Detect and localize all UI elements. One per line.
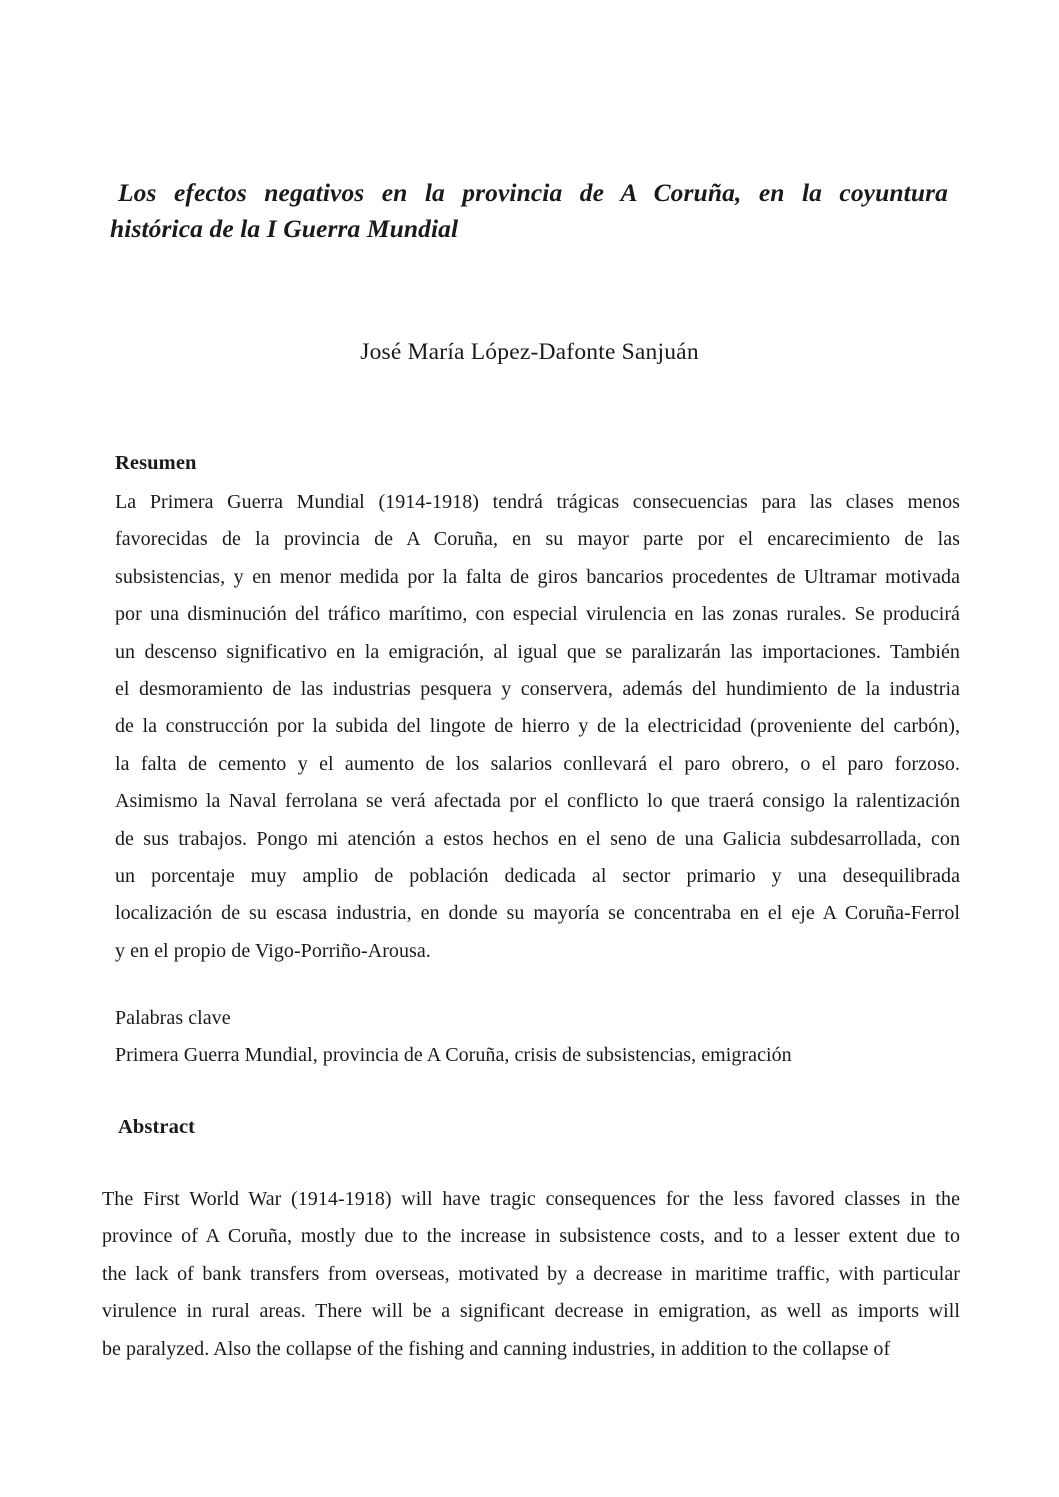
page-title-line-2: histórica de la I Guerra Mundial (110, 214, 459, 244)
text-line: un porcentaje muy amplio de población dedicada al sector primario y una desequilibrada (115, 865, 960, 888)
keywords-label: Palabras clave (115, 1007, 231, 1029)
text-line: The First World War (1914-1918) will have tragic consequences for the less favored classes in the (102, 1188, 960, 1210)
text-line: be paralyzed. Also the collapse of the fishing and canning industries, in addition to the collapse of (102, 1337, 891, 1360)
text-line: the lack of bank transfers from overseas, motivated by a decrease in maritime traffic, with particular (102, 1262, 960, 1285)
section-heading-resumen: Resumen (115, 452, 197, 474)
text-line: subsistencias, y en menor medida por la falta de giros bancarios procedentes de Ultramar motivada (115, 565, 960, 588)
abstract-paragraph (102, 1181, 960, 1368)
text-line: la falta de cemento y el aumento de los salarios conllevará el paro obrero, o el paro forzoso. (115, 752, 960, 775)
page-title (110, 175, 948, 247)
text-line: y en el propio de Vigo-Porriño-Arousa. (115, 939, 431, 962)
text-line: favorecidas de la provincia de A Coruña, en su mayor parte por el encarecimiento de las (115, 528, 960, 551)
text-line: province of A Coruña, mostly due to the increase in subsistence costs, and to a lesser extent due to (102, 1225, 960, 1248)
resumen-paragraph (115, 484, 960, 970)
text-line: localización de su escasa industria, en donde su mayoría se concentraba en el eje A Coruña-Ferrol (115, 902, 960, 925)
section-heading-abstract: Abstract (118, 1116, 196, 1138)
text-line: por una disminución del tráfico marítimo, con especial virulencia en las zonas rurales. Se producirá (115, 603, 960, 626)
text-line: La Primera Guerra Mundial (1914-1918) tendrá trágicas consecuencias para las clases menos (115, 491, 960, 513)
text-line: un descenso significativo en la emigración, al igual que se paralizarán las importaciones. También (115, 640, 960, 663)
keywords-list: Primera Guerra Mundial, provincia de A Coruña, crisis de subsistencias, emigración (115, 1044, 792, 1066)
text-line: de sus trabajos. Pongo mi atención a estos hechos en el seno de una Galicia subdesarrollada, con (115, 827, 960, 850)
author-name: José María López-Dafonte Sanjuán (360, 339, 699, 365)
text-line: virulence in rural areas. There will be a significant decrease in emigration, as well as imports will (102, 1300, 960, 1323)
page-title-line-1: Los efectos negativos en la provincia de A Coruña, en la coyuntura (118, 178, 948, 208)
text-line: el desmoramiento de las industrias pesquera y conservera, además del hundimiento de la industria (115, 678, 960, 701)
text-line: Asimismo la Naval ferrolana se verá afectada por el conflicto lo que traerá consigo la ralentización (115, 790, 960, 813)
text-line: de la construcción por la subida del lingote de hierro y de la electricidad (proveniente del carbón), (115, 715, 960, 738)
